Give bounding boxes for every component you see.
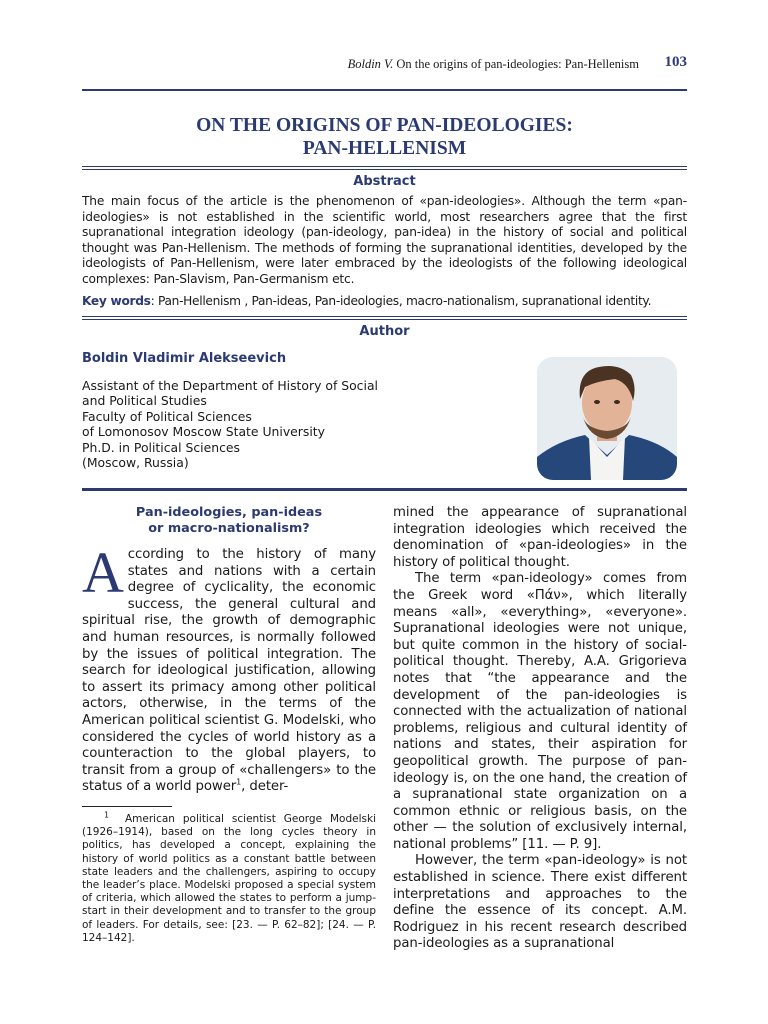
page-number: 103 xyxy=(664,54,687,70)
running-title xyxy=(348,57,639,72)
running-author: Boldin V. xyxy=(347,57,394,71)
affiliation-line: (Moscow, Russia) xyxy=(82,455,189,471)
footnote-rule xyxy=(82,806,172,807)
keywords xyxy=(82,294,687,308)
abstract-rule-top xyxy=(82,166,687,167)
author-portrait-image xyxy=(537,357,677,480)
paragraph-tail: , deter- xyxy=(241,779,289,795)
affiliation-line: Faculty of Political Sciences xyxy=(82,408,252,424)
section-subheading xyxy=(82,505,376,537)
author-photo xyxy=(537,357,677,480)
affiliation-line: and Political Studies xyxy=(82,393,207,409)
column-left xyxy=(82,505,376,945)
footnote-number: 1 xyxy=(104,810,110,820)
author-affiliation xyxy=(82,378,412,470)
affiliation-line: of Lomonosov Moscow State University xyxy=(82,424,325,440)
abstract-rule-bottom xyxy=(82,169,687,170)
footnote-ref[interactable]: 1 xyxy=(236,777,242,787)
author-name: Boldin Vladimir Alekseevich xyxy=(82,351,287,366)
running-header xyxy=(82,54,687,76)
abstract-text: The main focus of the article is the phenomenon of «pan-ideologies». Although the term «pan-ideologies» is not established in the scientific world, most researchers agree that the first supranational integration ideology (pan-ideology, pan-idea) in the history of social and political thought was Pan-Hellenism. The methods of forming the supranational identities, developed by the ideologists of Pan-Hellenism, were later embraced by the ideologists of the following ideological complexes: Pan-Slavism, Pan-Germanism etc. xyxy=(82,194,687,286)
article-title xyxy=(82,114,687,160)
section-divider xyxy=(82,488,687,491)
footnote xyxy=(82,810,376,945)
subheading-line1: Pan-ideologies, pan-ideas xyxy=(135,505,323,520)
keywords-label: Key words xyxy=(82,294,151,308)
body-paragraph: The term «pan-ideology» comes from the Greek word «Πάν», which literally means «all», «everything», «everyone». Supranational ideologies were not unique, but quite common in the history of social-political thought. Thereby, A.A. Grigorieva notes that “the appearance and the development of the pan-ideologies is connected with the actualization of national problems, religious and cultural identity of nations and states, their aspiration for geopolitical growth. The purpose of pan-ideology is, on the one hand, the creation of a supranational state organization on a common ethnic or religious basis, on the other — the solution of exclusively internal, national problems” [11. — P. 9]. xyxy=(393,571,687,852)
header-rule xyxy=(82,89,687,91)
article-title-line1: ON THE ORIGINS OF PAN-IDEOLOGIES: xyxy=(196,115,573,136)
author-rule-bottom xyxy=(82,319,687,320)
article-title-line2: PAN-HELLENISM xyxy=(302,138,467,159)
drop-cap: A xyxy=(82,540,124,605)
author-heading: Author xyxy=(359,324,410,339)
subheading-line2: or macro-nationalism? xyxy=(148,521,310,536)
footnote-text: American political scientist George Modelski (1926–1914), based on the long cycles theory in politics, has developed a concept, explaining the history of world politics as a constant battle between state leaders and the challengers, aspiring to occupy the leader’s place. Modelski proposed a special system of criteria, which allowed the states to perform a jump-start in their development and to transfer to the group of leaders. For details, see: [23. — P. 62–82]; [24. — P. 124–142]. xyxy=(82,812,376,944)
author-rule-top xyxy=(82,316,687,317)
keywords-text: : Pan-Hellenism , Pan-ideas, Pan-ideologies, macro-nationalism, supranational identity. xyxy=(150,294,652,308)
column-right xyxy=(393,505,687,953)
body-paragraph: mined the appearance of supranational integration ideologies which received the denomination of «pan-ideologies» in the history of political thought. xyxy=(393,505,687,570)
affiliation-line: Assistant of the Department of History of Social xyxy=(82,378,378,393)
body-paragraph xyxy=(82,540,376,796)
abstract-heading: Abstract xyxy=(353,174,416,189)
body-paragraph: However, the term «pan-ideology» is not established in science. There exist different interpretations and approaches to the define the essence of its concept. A.M. Rodriguez in his recent research described pan-ideologies as a supranational xyxy=(393,853,687,952)
running-article-title: On the origins of pan-ideologies: Pan-Hellenism xyxy=(396,57,639,71)
paragraph-text: ccording to the history of many states and nations with a certain degree of cyclicality, the economic success, the general cultural and spiritual rise, the growth of demographic and human resources, is normally followed by the issues of political integration. The search for ideological justification, allowing to assert its primacy among other political actors, otherwise, in the terms of the American political scientist G. Modelski, who considered the cycles of world history as a counteraction to the global players, to transit from a group of «challengers» to the status of a world power xyxy=(82,547,376,795)
affiliation-line: Ph.D. in Political Sciences xyxy=(82,439,240,455)
